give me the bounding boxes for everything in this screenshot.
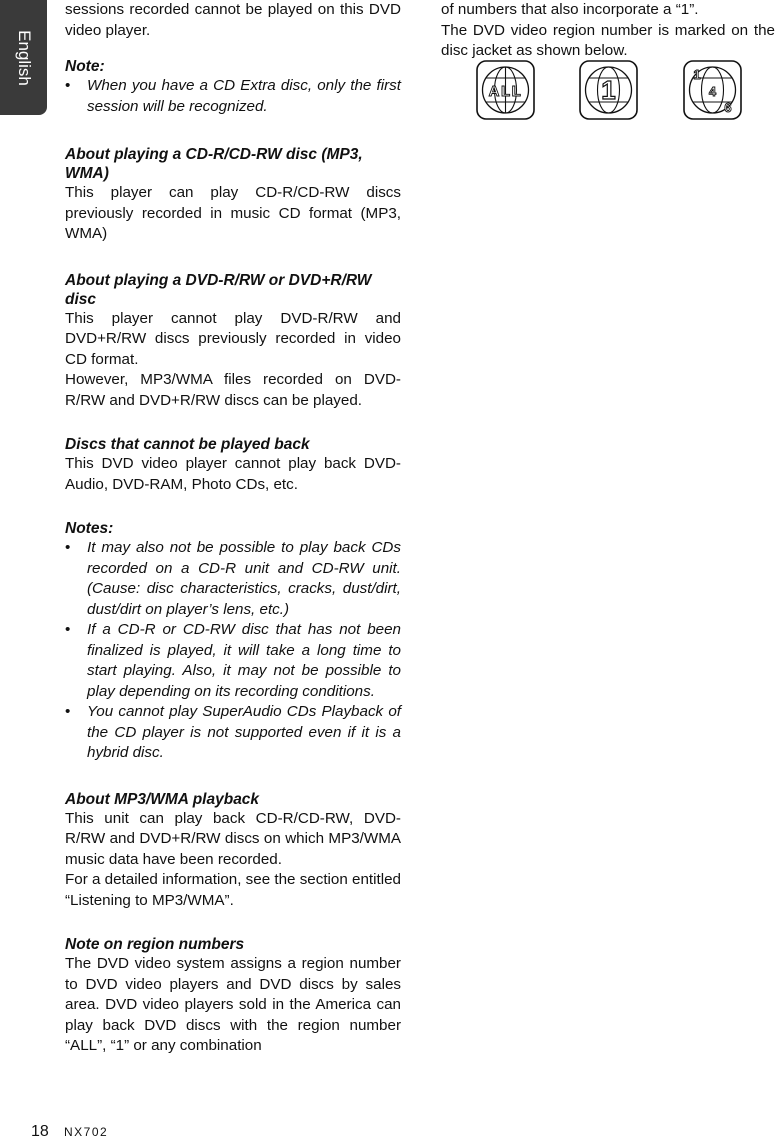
region-combo-label: 4 <box>708 84 717 99</box>
region-combo-globe-icon <box>683 60 742 120</box>
region-combo-label: 1 <box>693 67 701 82</box>
region-1-globe-icon <box>579 60 638 120</box>
right-column <box>441 0 775 62</box>
notes-item: • If a CD-R or CD-RW disc that has not been finalized is played, it will take a long time to start playing. Also, it may not be possible to play depending on its recording conditions. <box>65 621 401 700</box>
region-marking-text: The DVD video region number is marked on the disc jacket as shown below. <box>441 21 775 59</box>
note-list <box>65 76 401 117</box>
region-all-globe-icon <box>476 60 535 120</box>
region-combo-label: 6 <box>724 100 732 115</box>
region-all-label: ALL <box>488 83 523 100</box>
region-continued: of numbers that also incorporate a “1”. <box>441 1 699 18</box>
cannot-play-heading: Discs that cannot be played back <box>65 436 310 453</box>
dvdr-heading: About playing a DVD-R/RW or DVD+R/RW disc <box>65 271 372 308</box>
mp3-heading: About MP3/WMA playback <box>65 790 260 808</box>
language-tab-label: English <box>14 30 34 86</box>
notes-item: • You cannot play SuperAudio CDs Playback of the CD player is not supported even if it is a hybrid disc. <box>65 703 401 761</box>
region-logos <box>476 60 742 122</box>
note-item: • When you have a CD Extra disc, only the first session will be recognized. <box>65 77 401 115</box>
left-column <box>65 0 401 1057</box>
region-1-label: 1 <box>601 75 616 105</box>
region-heading: Note on region numbers <box>65 936 245 953</box>
mp3-body-2: For a detailed information, see the section entitled “Listening to MP3/WMA”. <box>65 871 402 909</box>
cannot-play-body: This DVD video player cannot play back DVD-Audio, DVD-RAM, Photo CDs, etc. <box>65 455 401 493</box>
notes-item: • It may also not be possible to play back CDs recorded on a CD-R unit and CD-RW unit. (Cause: disc characteristics, cracks, dust/dirt, dust/dirt on player’s lens, etc.) <box>65 539 401 618</box>
cd-heading: About playing a CD-R/CD-RW disc (MP3, WMA) <box>65 146 363 182</box>
language-tab <box>0 0 47 115</box>
cd-body: This player can play CD-R/CD-RW discs previously recorded in music CD format (MP3, WMA) <box>65 184 401 242</box>
page-number: 18 <box>31 1123 49 1140</box>
notes-heading: Notes: <box>65 520 114 537</box>
model-name: NX702 <box>64 1125 109 1139</box>
region-body: The DVD video system assigns a region number to DVD video players and DVD discs by sales area. DVD video players sold in the America can play back DVD discs with the region number “ALL”, “1” or any combination <box>65 955 401 1054</box>
intro-text: sessions recorded cannot be played on this DVD video player. <box>65 1 401 39</box>
dvdr-body-1: This player cannot play DVD-R/RW and DVD+R/RW discs previously recorded in video CD format. <box>65 309 401 368</box>
note-heading: Note: <box>65 58 105 75</box>
dvdr-body-2: However, MP3/WMA files recorded on DVD-R/RW and DVD+R/RW discs can be played. <box>65 371 401 409</box>
mp3-body-1: This unit can play back CD-R/CD-RW, DVD-R/RW and DVD+R/RW discs on which MP3/WMA music data have been recorded. <box>65 809 401 868</box>
notes-list <box>65 538 401 764</box>
